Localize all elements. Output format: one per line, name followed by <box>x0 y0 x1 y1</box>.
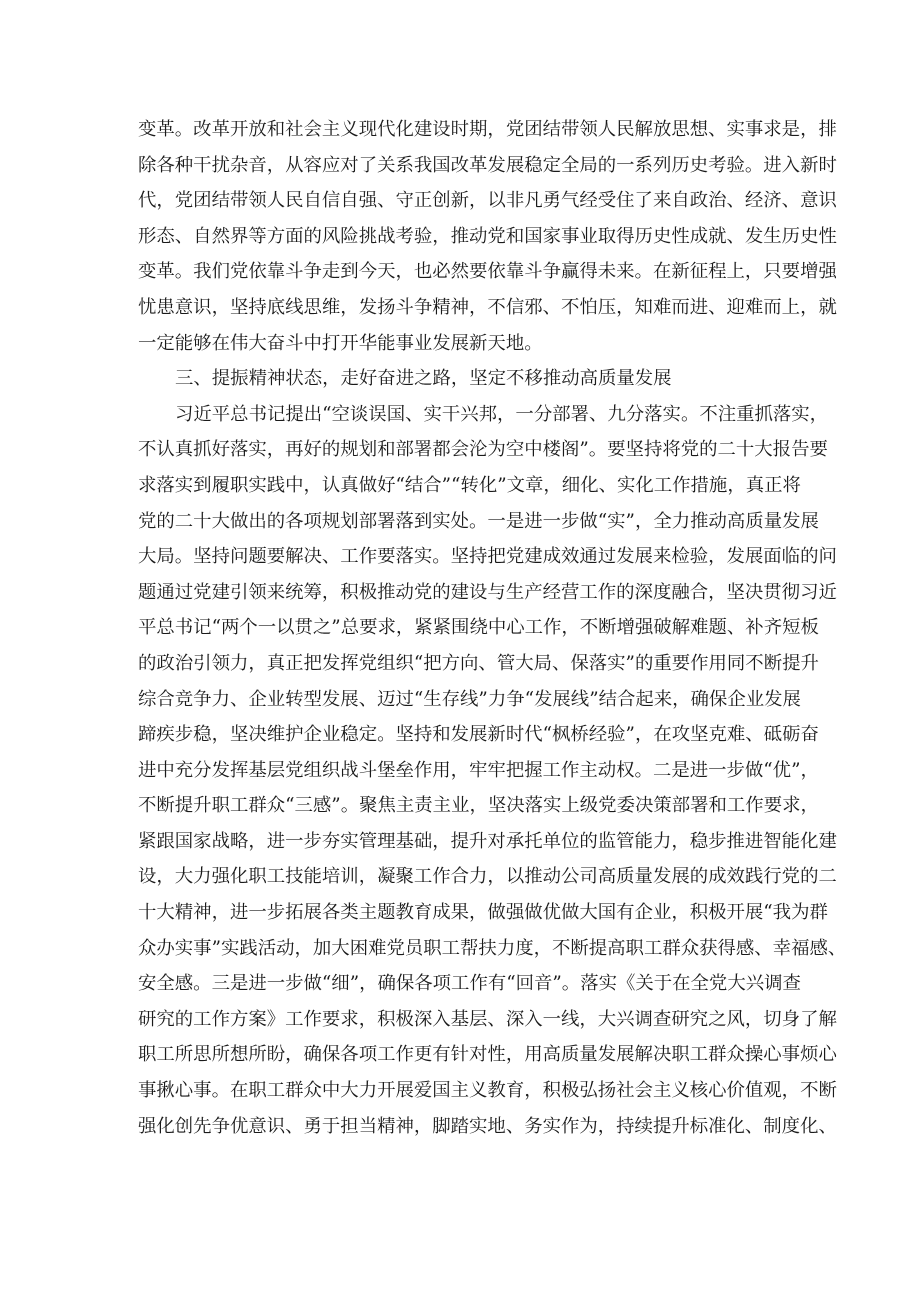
paragraph-line: 十大精神，进一步拓展各类主题教育成果，做强做优做大国有企业，积极开展“我为群 <box>138 902 828 924</box>
paragraph-line: 不认真抓好落实，再好的规划和部署都会沦为空中楼阁”。要坚持将党的二十大报告要 <box>138 439 828 461</box>
paragraph-line: 求落实到履职实践中，认真做好“结合”“转化”文章，细化、实化工作措施，真正将 <box>138 474 801 496</box>
paragraph-line: 代，党团结带领人民自信自强、守正创新，以非凡勇气经受住了来自政治、经济、意识 <box>138 190 837 212</box>
paragraph-line: 蹄疾步稳，坚决维护企业稳定。坚持和发展新时代“枫桥经验”，在攻坚克难、砥砺奋 <box>138 724 819 746</box>
paragraph-line: 设，大力强化职工技能培训，凝聚工作合力，以推动公司高质量发展的成效践行党的二 <box>138 866 837 888</box>
document-body <box>138 112 847 1144</box>
paragraph-line: 平总书记“两个一以贯之”总要求，紧紧围绕中心工作，不断增强破解难题、补齐短板 <box>138 617 819 639</box>
paragraph-line: 综合竞争力、企业转型发展、迈过“生存线”力争“发展线”结合起来，确保企业发展 <box>138 688 801 710</box>
paragraph-line: 安全感。三是进一步做“细”，确保各项工作有“回音”。落实《关于在全党大兴调查 <box>138 973 801 995</box>
paragraph-line: 党的二十大做出的各项规划部署落到实处。一是进一步做“实”，全力推动高质量发展 <box>138 510 819 532</box>
paragraph-line: 职工所思所想所盼，确保各项工作更有针对性，用高质量发展解决职工群众操心事烦心 <box>138 1044 837 1066</box>
paragraph-line: 事揪心事。在职工群众中大力开展爱国主义教育，积极弘扬社会主义核心价值观，不断 <box>138 1080 837 1102</box>
paragraph-line: 一定能够在伟大奋斗中打开华能事业发展新天地。 <box>138 332 543 354</box>
paragraph-line: 众办实事”实践活动，加大困难党员职工帮扶力度，不断提高职工群众获得感、幸福感、 <box>138 937 847 959</box>
section-heading: 三、提振精神状态，走好奋进之路，坚定不移推动高质量发展 <box>175 368 672 390</box>
paragraph-line: 形态、自然界等方面的风险挑战考验，推动党和国家事业取得历史性成就、发生历史性 <box>138 225 837 247</box>
paragraph-line: 除各种干扰杂音，从容应对了关系我国改革发展稳定全局的一系列历史考验。进入新时 <box>138 154 837 176</box>
paragraph-line: 变革。我们党依靠斗争走到今天，也必然要依靠斗争赢得未来。在新征程上，只要增强 <box>138 261 837 283</box>
paragraph-line: 的政治引领力，真正把发挥党组织“把方向、管大局、保落实”的重要作用同不断提升 <box>138 652 819 674</box>
paragraph-line: 强化创先争优意识、勇于担当精神，脚踏实地、务实作为，持续提升标准化、制度化、 <box>138 1115 837 1137</box>
paragraph-line: 忧患意识，坚持底线思维，发扬斗争精神，不信邪、不怕压，知难而进、迎难而上，就 <box>138 296 837 318</box>
paragraph-line: 紧跟国家战略，进一步夯实管理基础，提升对承托单位的监管能力，稳步推进智能化建 <box>138 830 837 852</box>
paragraph-line: 习近平总书记提出“空谈误国、实干兴邦，一分部署、九分落实。不注重抓落实， <box>175 403 829 425</box>
paragraph-line: 研究的工作方案》工作要求，积极深入基层、深入一线，大兴调查研究之风，切身了解 <box>138 1008 837 1030</box>
paragraph-line: 不断提升职工群众“三感”。聚焦主责主业，坚决落实上级党委决策部署和工作要求， <box>138 795 819 817</box>
paragraph-line: 题通过党建引领来统筹，积极推动党的建设与生产经营工作的深度融合，坚决贯彻习近 <box>138 581 837 603</box>
paragraph-line: 变革。改革开放和社会主义现代化建设时期，党团结带领人民解放思想、实事求是，排 <box>138 119 837 140</box>
paragraph-line: 进中充分发挥基层党组织战斗堡垒作用，牢牢把握工作主动权。二是进一步做“优”， <box>138 759 819 781</box>
paragraph-line: 大局。坚持问题要解决、工作要落实。坚持把党建成效通过发展来检验，发展面临的问 <box>138 546 837 568</box>
